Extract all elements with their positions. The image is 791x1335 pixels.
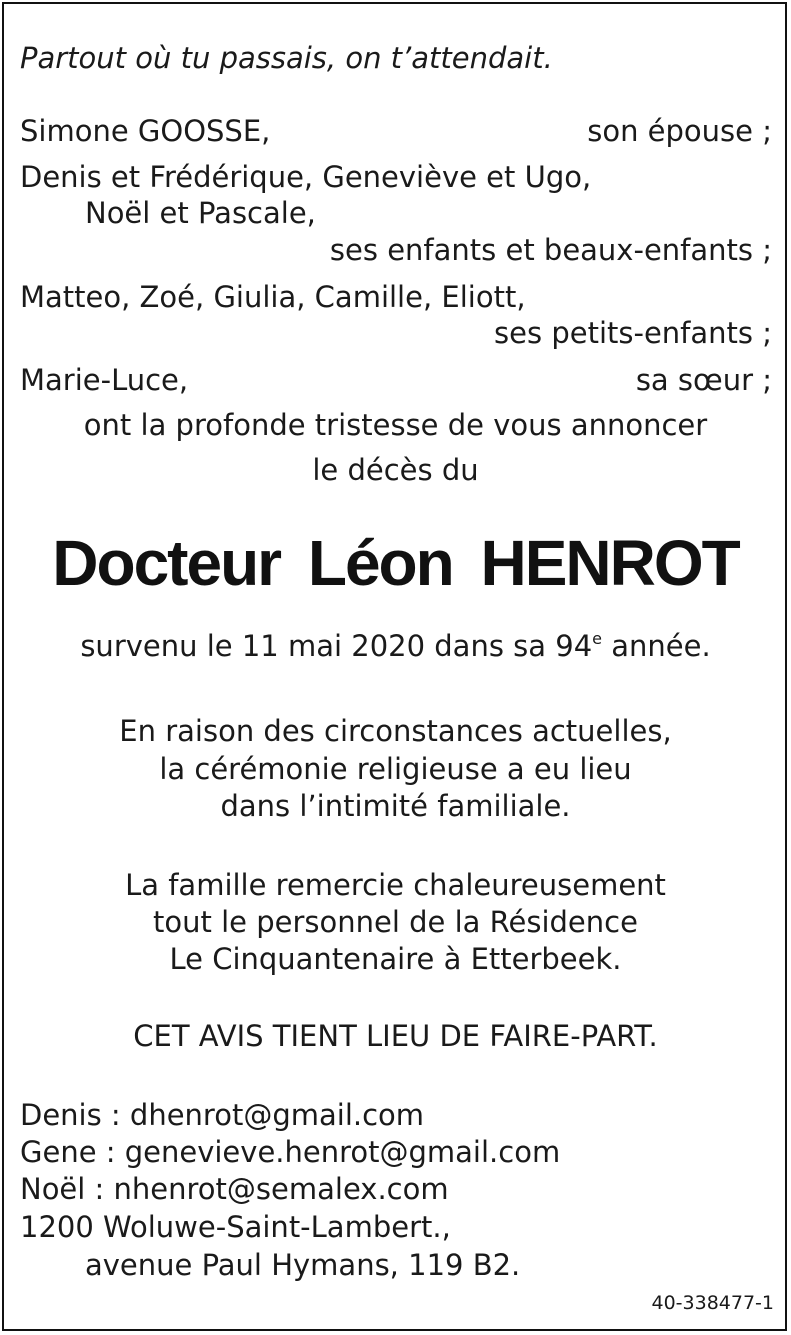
family-spouse-relation: son épouse ; — [587, 114, 772, 148]
ceremony-line-3: dans l’intimité familiale. — [220, 789, 571, 823]
announce-line-2: le décès du — [312, 453, 479, 487]
ceremony-line-1: En raison des circonstances actuelles, — [119, 714, 672, 748]
thanks-line-1: La famille remercie chaleureusement — [125, 868, 666, 902]
family-sister-relation: sa sœur ; — [635, 363, 772, 397]
thanks-line-2: tout le personnel de la Résidence — [153, 905, 638, 939]
announce-line-1: ont la profonde tristesse de vous annoncer — [83, 408, 708, 442]
family-children-names: Denis et Frédérique, Geneviève et Ugo, — [20, 160, 592, 194]
family-grandchildren-relation: ses petits-enfants ; — [494, 316, 772, 350]
notice-statement: CET AVIS TIENT LIEU DE FAIRE-PART. — [133, 1019, 658, 1053]
contact-denis: Denis : dhenrot@gmail.com — [20, 1098, 425, 1132]
address-line-1: 1200 Woluwe-Saint-Lambert., — [20, 1210, 451, 1244]
family-grandchildren-names: Matteo, Zoé, Giulia, Camille, Eliott, — [20, 280, 526, 314]
reference-number: 40-338477-1 — [651, 1292, 774, 1314]
contact-gene: Gene : genevieve.henrot@gmail.com — [20, 1135, 561, 1169]
epigraph: Partout où tu passais, on t’attendait. — [20, 41, 553, 75]
contact-noel: Noël : nhenrot@semalex.com — [20, 1172, 449, 1206]
family-spouse-name: Simone GOOSSE, — [20, 114, 271, 148]
address-line-2: avenue Paul Hymans, 119 B2. — [85, 1248, 521, 1282]
deceased-name: Docteur Léon HENROT — [52, 527, 739, 599]
family-children-relation: ses enfants et beaux-enfants ; — [329, 233, 772, 267]
death-date-ordinal: e — [592, 629, 603, 648]
death-date — [0, 629, 791, 663]
death-date-text: survenu le 11 mai 2020 dans sa 94 — [80, 629, 593, 663]
family-sister-name: Marie-Luce, — [20, 363, 189, 397]
ceremony-line-2: la cérémonie religieuse a eu lieu — [159, 752, 632, 786]
death-date-end: année. — [602, 629, 711, 663]
family-children-names-cont: Noël et Pascale, — [85, 196, 316, 230]
thanks-line-3: Le Cinquantenaire à Etterbeek. — [169, 942, 622, 976]
